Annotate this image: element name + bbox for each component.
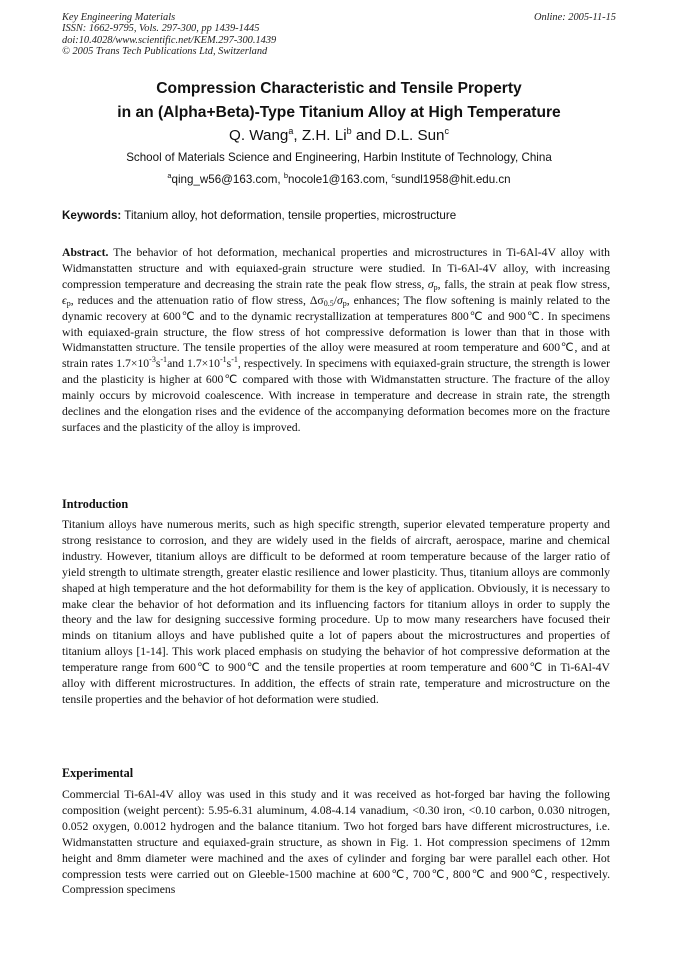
math-superscript: -3	[149, 355, 156, 365]
email-mark: c	[391, 171, 396, 180]
author-name: Q. Wang	[229, 127, 289, 144]
affiliation: School of Materials Science and Engineering, Harbin Institute of Technology, China	[126, 151, 552, 164]
abstract-paragraph	[62, 245, 610, 436]
title-line-2: in an (Alpha+Beta)-Type Titanium Alloy at High Temperature	[117, 104, 561, 121]
email-address[interactable]: qing_w56@163.com,	[171, 173, 284, 186]
abstract-text: , falls, the strain at peak flow stress,	[437, 277, 610, 291]
journal-doi: doi:10.4028/www.scientific.net/KEM.297-300.1439	[62, 34, 277, 46]
keywords	[62, 208, 616, 224]
email-list	[0, 172, 678, 188]
abstract-text: The behavior of hot deformation, mechanical properties and microstructures in Ti-6Al-4V alloy with Widmanstatten structure and with equiaxed-grain structure were studied. In Ti-6Al-4V alloy, with increasing compression temperature and decreasing the strain rate the peak flow stress,	[62, 246, 610, 291]
math-subscript: p	[342, 298, 347, 308]
experimental-heading: Experimental	[62, 766, 134, 780]
abstract-label: Abstract.	[62, 246, 109, 259]
math-superscript: -1	[160, 355, 168, 365]
math-subscript: p	[433, 282, 438, 292]
abstract-section	[62, 245, 610, 436]
math-superscript: -1	[219, 355, 227, 365]
abstract-text: s	[155, 357, 161, 371]
journal-name: Key Engineering Materials	[62, 12, 176, 23]
email-mark: b	[283, 171, 289, 180]
abstract-text: and 1.7×10	[167, 357, 220, 371]
abstract-text: /	[333, 293, 337, 307]
abstract-text: , respectively. In specimens with equiaxed-grain structure, the strength is lower and the plasticity is higher at 600℃ compared with those with Widmanstatten structure. The fracture of the alloy mainly occurs by microvoid coalescence. With increase in temperature and decrease in strain rate, the strength declines and the elongation rises and the evidence of the accompanying deformation becomes more on the fracture surfaces and the plasticity of the alloy is improved.	[62, 357, 610, 434]
email-address[interactable]: nocole1@163.com,	[288, 173, 392, 186]
math-symbol: σ	[336, 293, 343, 307]
experimental-section	[62, 787, 610, 898]
journal-copyright: © 2005 Trans Tech Publications Ltd, Switzerland	[62, 45, 268, 57]
keywords-text: Titanium alloy, hot deformation, tensile properties, microstructure	[121, 209, 457, 222]
math-symbol: σ	[427, 277, 434, 291]
email-mark: a	[167, 171, 172, 180]
author-affil-mark: b	[346, 126, 352, 136]
author-separator: and	[351, 127, 386, 144]
introduction-paragraph: Titanium alloys have numerous merits, such as high specific strength, superior elevated temperature property and strong resistance to corrosion, and they are widely used in the fields of aircraft, aerospace, marine and chemical industry. However, titanium alloys are difficult to be deformed at room temperature because of the larger ratio of yield strength to ultimate strength, greater elastic resilience and lower plasticity. Thus, titanium alloys are commonly shaped at high temperature and the hot deformability for them is the key of application. Obviously, it is necessary to make clear the behavior of hot deformation and its influencing factors for titanium alloys in order to supply the theory and the law for designing successive forming procedure. Up to mow many researchers have focused their minds on titanium alloys and have published quite a lot of papers about the microstructures and properties of titanium alloys [1-14]. This work placed emphasis on studying the behavior of hot compressive deformation at the temperature range from 600℃ to 900℃ and the tensile properties at room temperature and 600℃ in Ti-6Al-4V alloy with different microstructures. In addition, the effects of strain rate, temperature and microstructure on the tensile properties and the behavior of hot deformation were studied.	[62, 518, 610, 706]
introduction-section	[62, 517, 610, 708]
online-date: Online: 2005-11-15	[533, 12, 616, 23]
author-affil-mark: c	[444, 126, 449, 136]
author-list	[0, 126, 678, 146]
abstract-text: s	[226, 357, 232, 371]
paper-title	[0, 77, 678, 125]
keywords-label: Keywords:	[62, 209, 122, 222]
email-address[interactable]: sundl1958@hit.edu.cn	[395, 173, 511, 186]
introduction-heading: Introduction	[62, 497, 129, 511]
journal-issn: ISSN: 1662-9795, Vols. 297-300, pp 1439-1445	[62, 23, 260, 35]
math-subscript: p	[66, 298, 71, 308]
author-separator: ,	[293, 127, 302, 144]
experimental-paragraph: Commercial Ti-6Al-4V alloy was used in this study and it was received as hot-forged bar having the following composition (weight percent): 5.95-6.31 aluminum, 4.08-4.14 vanadium, <0.30 iron, <0.10 carbon, 0.030 nitrogen, 0.052 oxygen, 0.0012 hydrogen and the balance titanium. Two hot forged bars have different microstructures, i.e. Widmanstatten structure and equiaxed-grain structure, as shown in Fig. 1. Hot compression specimens of 12mm height and 8mm diameter were machined and the axes of cylinder and forging bar were parallel each other. Hot compression tests were carried out on Gleeble-1500 machine at 600℃, 700℃, 800℃ and 900℃, respectively. Compression specimens	[62, 788, 610, 897]
math-symbol: ϵ	[62, 293, 67, 307]
journal-meta	[62, 12, 276, 57]
title-line-1: Compression Characteristic and Tensile Property	[156, 80, 522, 97]
author-name: D.L. Sun	[385, 127, 445, 144]
author-name: Z.H. Li	[301, 127, 347, 144]
journal-header	[62, 12, 616, 57]
author-affil-mark: a	[288, 126, 294, 136]
math-subscript: 0.5	[323, 298, 334, 308]
abstract-text: , reduces and the attenuation ratio of flow stress, Δσ	[70, 293, 324, 307]
abstract-text: , enhances; The flow softening is mainly related to the dynamic recovery at 600℃ and to the dynamic recrystallization at temperatures 800℃ and 900℃. In specimens with equiaxed-grain structure, the flow stress of hot compressive deformation is lower than that in those with Widmanstatten structure. The tensile properties of the alloy were measured at room temperature and 600℃, and at strain rates 1.7×10	[62, 293, 611, 371]
math-superscript: -1	[231, 355, 238, 365]
